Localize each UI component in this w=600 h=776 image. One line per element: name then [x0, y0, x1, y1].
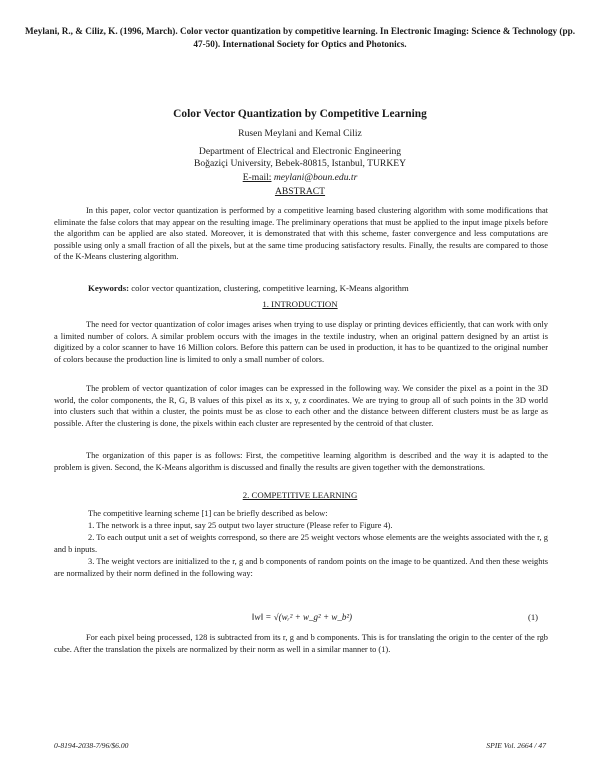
email-address: meylani@boun.edu.tr	[273, 172, 358, 183]
list-item-2: 2. To each output unit a set of weights correspond, so there are 25 weight vectors whose elements are the weights associated with the r, g and b inputs.	[54, 533, 548, 554]
footer-isbn: 0-8194-2038-7/96/$6.00	[54, 741, 129, 750]
list-item-1: 1. The network is a three input, say 25 output two layer structure (Please refer to Figure 4).	[88, 521, 393, 530]
keywords-label: Keywords:	[88, 283, 130, 293]
keywords-text: color vector quantization, clustering, competitive learning, K-Means algorithm	[131, 283, 409, 293]
competitive-intro: The competitive learning scheme [1] can be briefly described as below:	[88, 509, 328, 518]
citation-header: Meylani, R., & Ciliz, K. (1996, March). Color vector quantization by competitive learning. In Electronic Imaging: Science & Technology (pp. 47-50). International Society for Optics and Photonics.	[24, 26, 576, 49]
intro-paragraph-2: The problem of vector quantization of color images can be expressed in the following way. We consider the pixel as a point in the 3D world, the color components, the R, G, B values of this pixel as its x, y, z coordinates. We are trying to group all of such points in the 3D world into clusters such that within a cluster, the points must be as close to each other and the distance between different clusters must be as large as possible. After the clustering is done, the pixels within each cluster are represented by the centroid of that cluster.	[54, 384, 548, 428]
abstract-heading: ABSTRACT	[274, 186, 326, 197]
list-item-3: 3. The weight vectors are initialized to the r, g and b components of random points on the image to be quantized. And then these weights are normalized by their norm defined in the following way:	[54, 557, 548, 578]
affiliation-dept: Department of Electrical and Electronic Engineering	[198, 146, 402, 157]
intro-paragraph-3: The organization of this paper is as follows: First, the competitive learning algorithm is described and the way it is adapted to the problem is given. Second, the K-Means algorithm is discussed and finally the results are given together with the demonstrations.	[54, 451, 548, 472]
section-heading-introduction: 1. INTRODUCTION	[262, 299, 338, 309]
equation-norm: ‖w‖ = √(wᵣ² + w_g² + w_b²)	[252, 612, 353, 622]
intro-paragraph-1: The need for vector quantization of color images arises when trying to use display or printing devices efficiently, that can work with only a limited number of colors. A similar problem occurs with the images in the textile industry, when an original pattern designed by an artist is digitized by a color scanner to have 16 Million colors. Before this pattern can be used in production, it has to be quantized to the original number of colors because the production line is limited to only a small number of colors.	[54, 320, 548, 364]
equation-number: (1)	[528, 612, 539, 622]
section-heading-competitive-learning: 2. COMPETITIVE LEARNING	[242, 490, 358, 500]
authors: Rusen Meylani and Kemal Ciliz	[238, 128, 362, 139]
email-line	[0, 172, 600, 183]
email-label: E-mail:	[242, 172, 272, 183]
footer-page-ref: SPIE Vol. 2664 / 47	[486, 741, 546, 750]
affiliation-univ: Boğaziçi University, Bebek-80815, Istanbul, TURKEY	[193, 158, 407, 169]
paragraph-after-equation: For each pixel being processed, 128 is subtracted from its r, g and b components. This is for translating the origin to the center of the rgb cube. After the translation the pixels are normalized by their norm as well in a similar manner to (1).	[54, 633, 548, 654]
abstract-text: In this paper, color vector quantization is performed by a competitive learning based clustering algorithm with some modifications that eliminate the false colors that may appear on the resulting image. The preliminary operations that must be applied to the input image pixels before the algorithm can be applied are also stated. Moreover, it is demonstrated that with this scheme, faster convergence and less computations are possible using only a small fraction of all the pixels, but at the same time producing satisfactory results. Finally, the results are compared to those of the K-Means clustering algorithm.	[54, 206, 548, 261]
keywords-line	[88, 283, 409, 293]
paper-title: Color Vector Quantization by Competitive Learning	[173, 108, 427, 120]
